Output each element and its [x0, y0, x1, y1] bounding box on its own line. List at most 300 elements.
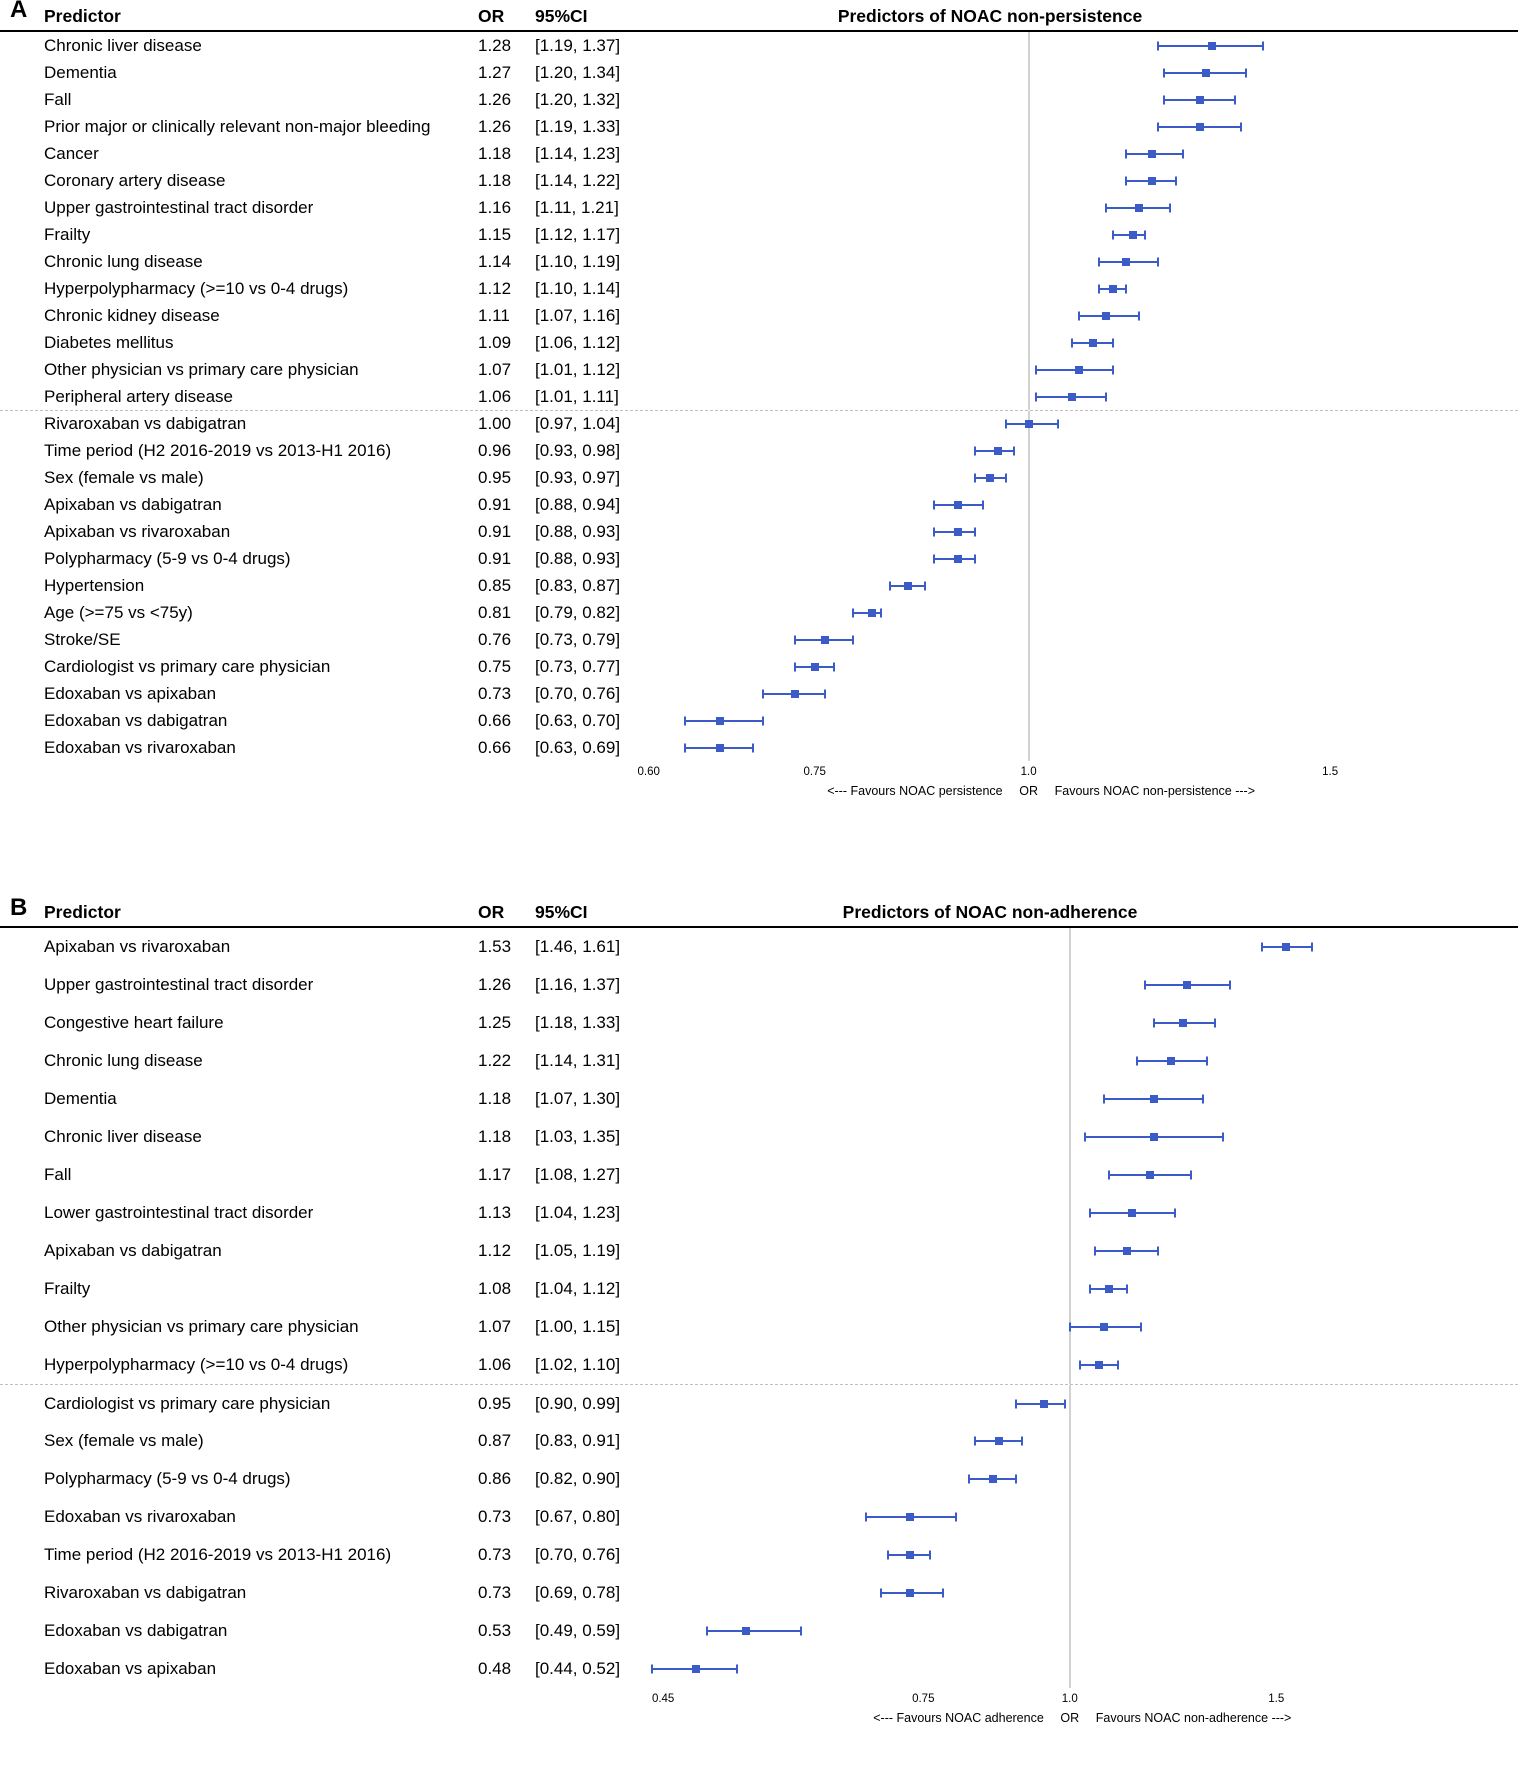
ci-cap-low: [1163, 68, 1165, 77]
plot-title: Predictors of NOAC non-persistence: [837, 5, 1143, 26]
or-marker: [994, 447, 1002, 455]
ci-cap-high: [762, 716, 764, 725]
reference-line: [1069, 1042, 1070, 1080]
col-header-or: OR: [478, 5, 505, 26]
table-header: [0, 898, 1518, 928]
ci-value: [0.63, 0.70]: [535, 710, 621, 730]
ci-value: [1.06, 1.12]: [535, 332, 621, 352]
ci-cap-low: [1136, 1057, 1138, 1066]
forest-row: [0, 329, 1518, 356]
ci-value: [1.12, 1.17]: [535, 224, 621, 244]
axis-caption: [640, 784, 1340, 802]
reference-line: [1028, 383, 1029, 410]
predictor-label: Frailty: [44, 224, 91, 244]
reference-line: [1069, 1612, 1070, 1650]
panel-label-a: A: [10, 0, 28, 23]
plot-cell: [640, 1385, 1340, 1422]
x-axis: [0, 766, 1518, 802]
ci-cap-low: [1105, 203, 1107, 212]
ci-cap-high: [1234, 95, 1236, 104]
ci-cap-high: [1169, 203, 1171, 212]
forest-row: [0, 1232, 1518, 1270]
ci-cap-high: [1206, 1057, 1208, 1066]
reference-line: [1069, 1118, 1070, 1156]
or-marker: [1105, 1285, 1113, 1293]
reference-line: [1069, 1422, 1070, 1460]
plot-cell: [640, 928, 1340, 966]
predictor-label: Edoxaban vs dabigatran: [44, 710, 228, 730]
ci-cap-low: [762, 689, 764, 698]
or-marker: [1150, 1095, 1158, 1103]
ci-cap-high: [824, 689, 826, 698]
ci-cap-low: [1125, 176, 1127, 185]
or-marker: [742, 1627, 750, 1635]
reference-line: [1069, 1080, 1070, 1118]
ci-cap-low: [933, 527, 935, 536]
predictor-label: Polypharmacy (5-9 vs 0-4 drugs): [44, 548, 291, 568]
or-value: 1.00: [478, 414, 512, 433]
reference-line: [1069, 1460, 1070, 1498]
plot-cell: [640, 680, 1340, 707]
or-value: 0.87: [478, 1431, 512, 1450]
plot-cell: [640, 707, 1340, 734]
axis-tick-label: 1.0: [1020, 766, 1037, 778]
or-marker: [1100, 1323, 1108, 1331]
predictor-label: Apixaban vs dabigatran: [44, 1241, 222, 1260]
ci-value: [1.03, 1.35]: [535, 1127, 621, 1146]
reference-line: [1069, 1232, 1070, 1270]
predictor-label: Apixaban vs dabigatran: [44, 494, 222, 514]
plot-cell: [640, 1650, 1340, 1688]
ci-value: [1.11, 1.21]: [535, 197, 619, 217]
ci-value: [0.73, 0.77]: [535, 656, 621, 676]
or-marker: [906, 1551, 914, 1559]
predictor-label: Coronary artery disease: [44, 170, 226, 190]
ci-cap-low: [794, 635, 796, 644]
or-value: 1.16: [478, 197, 512, 217]
forest-row: [0, 194, 1518, 221]
predictor-label: Sex (female vs male): [44, 467, 204, 487]
ci-value: [0.93, 0.97]: [535, 467, 621, 487]
ci-value: [1.19, 1.37]: [535, 35, 621, 55]
reference-line: [1028, 140, 1029, 167]
forest-row: [0, 1612, 1518, 1650]
ci-value: [0.49, 0.59]: [535, 1621, 621, 1640]
or-marker: [1282, 943, 1290, 951]
or-marker: [1122, 258, 1130, 266]
forest-row: [0, 86, 1518, 113]
or-value: 1.18: [478, 1127, 512, 1146]
or-marker: [1109, 285, 1117, 293]
predictor-label: Peripheral artery disease: [44, 386, 233, 406]
or-marker: [1148, 177, 1156, 185]
or-value: 1.17: [478, 1165, 512, 1184]
or-marker: [1123, 1247, 1131, 1255]
reference-line: [1028, 464, 1029, 491]
or-marker: [1196, 123, 1204, 131]
predictor-label: Hypertension: [44, 575, 145, 595]
ci-cap-low: [1089, 1209, 1091, 1218]
ci-value: [1.20, 1.32]: [535, 89, 621, 109]
ci-cap-high: [1157, 1247, 1159, 1256]
predictor-label: Edoxaban vs apixaban: [44, 1659, 217, 1678]
ci-cap-low: [1163, 95, 1165, 104]
x-axis: [0, 1693, 1518, 1729]
forest-row: [0, 113, 1518, 140]
ci-cap-high: [1222, 1133, 1224, 1142]
predictor-label: Sex (female vs male): [44, 1431, 204, 1450]
plot-cell: [640, 734, 1340, 761]
or-marker: [692, 1665, 700, 1673]
reference-line: [1028, 167, 1029, 194]
ci-cap-low: [933, 554, 935, 563]
or-marker: [1183, 981, 1191, 989]
forest-row: [0, 653, 1518, 680]
or-value: 0.73: [478, 683, 512, 703]
ci-cap-high: [1144, 230, 1146, 239]
ci-cap-low: [1035, 365, 1037, 374]
predictor-label: Edoxaban vs rivaroxaban: [44, 1507, 236, 1526]
plot-cell: [640, 1498, 1340, 1536]
or-value: 1.07: [478, 359, 512, 379]
predictor-label: Lower gastrointestinal tract disorder: [44, 1203, 314, 1222]
reference-line: [1028, 221, 1029, 248]
forest-row: [0, 1574, 1518, 1612]
ci-value: [0.97, 1.04]: [535, 414, 621, 433]
forest-row: [0, 572, 1518, 599]
or-value: 0.91: [478, 548, 512, 568]
forest-row: [0, 599, 1518, 626]
col-header-predictor: Predictor: [44, 5, 121, 26]
ci-cap-high: [880, 608, 882, 617]
ci-cap-low: [1071, 338, 1073, 347]
reference-line: [1028, 329, 1029, 356]
or-marker: [1150, 1133, 1158, 1141]
forest-row: [0, 928, 1518, 966]
ci-value: [1.00, 1.15]: [535, 1317, 621, 1336]
ci-value: [1.18, 1.33]: [535, 1013, 621, 1032]
panel-non-persistence: [0, 0, 1518, 802]
axis-caption: [640, 1711, 1340, 1729]
forest-row: [0, 1042, 1518, 1080]
ci-cap-high: [1157, 257, 1159, 266]
or-marker: [904, 582, 912, 590]
forest-row: [0, 680, 1518, 707]
or-value: 0.73: [478, 1583, 512, 1602]
ci-cap-high: [1005, 473, 1007, 482]
ci-cap-high: [1126, 1285, 1128, 1294]
predictor-label: Dementia: [44, 1089, 117, 1108]
forest-row: [0, 707, 1518, 734]
axis-tick-label: 0.45: [651, 1693, 675, 1705]
plot-cell: [640, 653, 1340, 680]
ci-value: [0.70, 0.76]: [535, 1545, 621, 1564]
reference-line: [1069, 1346, 1070, 1384]
or-marker: [1167, 1057, 1175, 1065]
forest-row: [0, 1346, 1518, 1384]
or-value: 0.48: [478, 1659, 512, 1678]
forest-rows: [0, 928, 1518, 1688]
or-marker: [995, 1437, 1003, 1445]
ci-cap-low: [1079, 1361, 1081, 1370]
or-marker: [1135, 204, 1143, 212]
ci-value: [1.14, 1.23]: [535, 143, 621, 163]
forest-row: [0, 1460, 1518, 1498]
ci-cap-low: [933, 500, 935, 509]
col-header-predictor: Predictor: [44, 901, 121, 922]
or-value: 1.26: [478, 89, 512, 109]
ci-value: [1.04, 1.23]: [535, 1203, 621, 1222]
ci-value: [0.70, 0.76]: [535, 683, 621, 703]
ci-value: [1.14, 1.22]: [535, 170, 621, 190]
plot-cell: [640, 32, 1340, 59]
or-value: 1.15: [478, 224, 512, 244]
ci-cap-low: [1035, 392, 1037, 401]
predictor-label: Apixaban vs rivaroxaban: [44, 521, 231, 541]
ci-value: [0.88, 0.93]: [535, 521, 621, 541]
forest-row: [0, 1422, 1518, 1460]
ci-cap-high: [1311, 943, 1313, 952]
ci-value: [1.04, 1.12]: [535, 1279, 621, 1298]
ci-value: [1.02, 1.10]: [535, 1355, 621, 1374]
or-value: 1.06: [478, 1355, 512, 1374]
ci-value: [0.90, 0.99]: [535, 1393, 621, 1413]
forest-row: [0, 1194, 1518, 1232]
or-marker: [954, 528, 962, 536]
predictor-label: Frailty: [44, 1279, 91, 1298]
forest-rows: [0, 32, 1518, 761]
or-value: 1.08: [478, 1279, 512, 1298]
predictor-label: Prior major or clinically relevant non-major bleeding: [44, 116, 431, 136]
predictor-label: Other physician vs primary care physician: [44, 359, 359, 379]
predictor-label: Chronic kidney disease: [44, 305, 220, 325]
or-value: 0.53: [478, 1621, 512, 1640]
forest-row: [0, 1384, 1518, 1422]
plot-cell: [640, 437, 1340, 464]
ci-value: [1.20, 1.34]: [535, 62, 621, 82]
plot-cell: [640, 545, 1340, 572]
ci-cap-high: [1057, 420, 1059, 429]
ci-value: [1.19, 1.33]: [535, 116, 621, 136]
predictor-label: Rivaroxaban vs dabigatran: [44, 414, 247, 433]
forest-row: [0, 221, 1518, 248]
plot-cell: [640, 1004, 1340, 1042]
forest-row: [0, 464, 1518, 491]
predictor-label: Chronic liver disease: [44, 1127, 202, 1146]
ci-value: [0.88, 0.94]: [535, 494, 621, 514]
or-marker: [868, 609, 876, 617]
reference-line: [1028, 707, 1029, 734]
forest-row: [0, 356, 1518, 383]
reference-line: [1028, 734, 1029, 761]
or-value: 0.66: [478, 737, 512, 757]
predictor-label: Upper gastrointestinal tract disorder: [44, 197, 314, 217]
predictor-label: Hyperpolypharmacy (>=10 vs 0-4 drugs): [44, 278, 349, 298]
ci-value: [1.01, 1.11]: [535, 386, 619, 406]
plot-cell: [640, 383, 1340, 410]
or-marker: [1040, 1400, 1048, 1408]
ci-value: [1.07, 1.30]: [535, 1089, 621, 1108]
reference-line: [1069, 1536, 1070, 1574]
or-marker: [954, 555, 962, 563]
reference-line: [1069, 1574, 1070, 1612]
or-value: 1.53: [478, 937, 512, 956]
predictor-label: Chronic liver disease: [44, 35, 202, 55]
or-value: 1.12: [478, 278, 512, 298]
reference-line: [1028, 32, 1029, 59]
favours-right-label: Favours NOAC non-persistence --->: [1054, 784, 1256, 798]
ci-cap-low: [1089, 1285, 1091, 1294]
plot-cell: [640, 356, 1340, 383]
plot-cell: [640, 275, 1340, 302]
ci-cap-low: [1005, 420, 1007, 429]
reference-line: [1028, 302, 1029, 329]
ci-cap-high: [1105, 392, 1107, 401]
ci-cap-low: [852, 608, 854, 617]
ci-cap-low: [1084, 1133, 1086, 1142]
ci-value: [0.83, 0.87]: [535, 575, 621, 595]
ci-value: [1.10, 1.14]: [535, 278, 621, 298]
ci-cap-low: [1069, 1323, 1071, 1332]
or-value: 0.91: [478, 494, 512, 514]
ci-cap-low: [880, 1589, 882, 1598]
ci-cap-low: [1153, 1019, 1155, 1028]
ci-cap-low: [1103, 1095, 1105, 1104]
or-marker: [716, 744, 724, 752]
or-marker: [906, 1589, 914, 1597]
ci-cap-low: [651, 1665, 653, 1674]
or-marker: [791, 690, 799, 698]
favours-or-label: OR: [1060, 1711, 1080, 1725]
plot-cell: [640, 599, 1340, 626]
plot-cell: [640, 302, 1340, 329]
or-marker: [1025, 420, 1033, 428]
ci-value: [0.69, 0.78]: [535, 1583, 621, 1602]
axis-ticks: [637, 766, 1340, 781]
forest-row: [0, 734, 1518, 761]
ci-cap-high: [1064, 1399, 1066, 1408]
or-value: 1.12: [478, 1241, 512, 1260]
ci-cap-low: [1144, 981, 1146, 990]
reference-line: [1028, 437, 1029, 464]
axis-tick-label: 1.5: [1268, 1693, 1285, 1705]
forest-row: [0, 437, 1518, 464]
plot-cell: [640, 1080, 1340, 1118]
forest-row: [0, 248, 1518, 275]
plot-cell: [640, 86, 1340, 113]
ci-cap-high: [1112, 365, 1114, 374]
plot-cell: [640, 518, 1340, 545]
predictor-label: Cardiologist vs primary care physician: [44, 656, 331, 676]
forest-row: [0, 302, 1518, 329]
ci-cap-high: [1262, 41, 1264, 50]
ci-cap-high: [1174, 1209, 1176, 1218]
ci-value: [1.16, 1.37]: [535, 975, 621, 994]
or-marker: [1129, 231, 1137, 239]
predictor-label: Cardiologist vs primary care physician: [44, 1393, 331, 1413]
ci-cap-low: [1157, 41, 1159, 50]
reference-line: [1069, 966, 1070, 1004]
ci-cap-low: [1125, 149, 1127, 158]
forest-row: [0, 966, 1518, 1004]
or-value: 0.96: [478, 440, 512, 460]
ci-cap-high: [752, 743, 754, 752]
reference-line: [1028, 59, 1029, 86]
plot-cell: [640, 1460, 1340, 1498]
ci-cap-low: [1261, 943, 1263, 952]
col-header-ci: 95%CI: [535, 901, 588, 922]
or-marker: [811, 663, 819, 671]
or-marker: [1095, 1361, 1103, 1369]
or-marker: [821, 636, 829, 644]
reference-line: [1028, 599, 1029, 626]
favours-or-label: OR: [1019, 784, 1038, 798]
ci-cap-high: [942, 1589, 944, 1598]
ci-cap-high: [800, 1627, 802, 1636]
forest-row: [0, 1498, 1518, 1536]
ci-cap-high: [1013, 446, 1015, 455]
or-value: 0.76: [478, 629, 512, 649]
ci-cap-low: [1112, 230, 1114, 239]
or-value: 0.86: [478, 1469, 512, 1488]
predictor-label: Edoxaban vs rivaroxaban: [44, 737, 236, 757]
or-value: 1.18: [478, 143, 512, 163]
forest-row: [0, 518, 1518, 545]
plot-cell: [640, 1536, 1340, 1574]
ci-cap-high: [1021, 1437, 1023, 1446]
plot-cell: [640, 1156, 1340, 1194]
ci-cap-low: [684, 716, 686, 725]
forest-row: [0, 1080, 1518, 1118]
predictor-label: Cancer: [44, 143, 99, 163]
ci-value: [1.08, 1.27]: [535, 1165, 621, 1184]
ci-whisker: [685, 720, 763, 722]
or-value: 0.73: [478, 1507, 512, 1526]
ci-cap-low: [974, 473, 976, 482]
reference-line: [1028, 491, 1029, 518]
ci-cap-high: [1117, 1361, 1119, 1370]
or-marker: [716, 717, 724, 725]
plot-cell: [640, 464, 1340, 491]
plot-cell: [640, 113, 1340, 140]
axis-tick-label: 0.75: [912, 1693, 935, 1705]
forest-row: [0, 275, 1518, 302]
forest-row: [0, 167, 1518, 194]
plot-cell: [640, 221, 1340, 248]
ci-value: [0.63, 0.69]: [535, 737, 621, 757]
ci-cap-low: [1015, 1399, 1017, 1408]
ci-cap-low: [1094, 1247, 1096, 1256]
reference-line: [1069, 1498, 1070, 1536]
plot-cell: [640, 1346, 1340, 1384]
ci-value: [1.05, 1.19]: [535, 1241, 621, 1260]
predictor-label: Apixaban vs rivaroxaban: [44, 937, 231, 956]
or-marker: [1075, 366, 1083, 374]
reference-line: [1069, 1650, 1070, 1688]
or-value: 1.18: [478, 170, 512, 190]
predictor-label: Chronic lung disease: [44, 1051, 203, 1070]
ci-cap-high: [955, 1513, 957, 1522]
predictor-label: Edoxaban vs apixaban: [44, 683, 217, 703]
or-value: 1.18: [478, 1089, 512, 1108]
or-value: 1.26: [478, 975, 512, 994]
axis-ticks: [640, 1693, 1340, 1708]
or-marker: [1068, 393, 1076, 401]
plot-cell: [640, 491, 1340, 518]
axis-tick-label: 0.60: [637, 766, 660, 778]
plot-cell: [640, 1042, 1340, 1080]
ci-cap-high: [1214, 1019, 1216, 1028]
